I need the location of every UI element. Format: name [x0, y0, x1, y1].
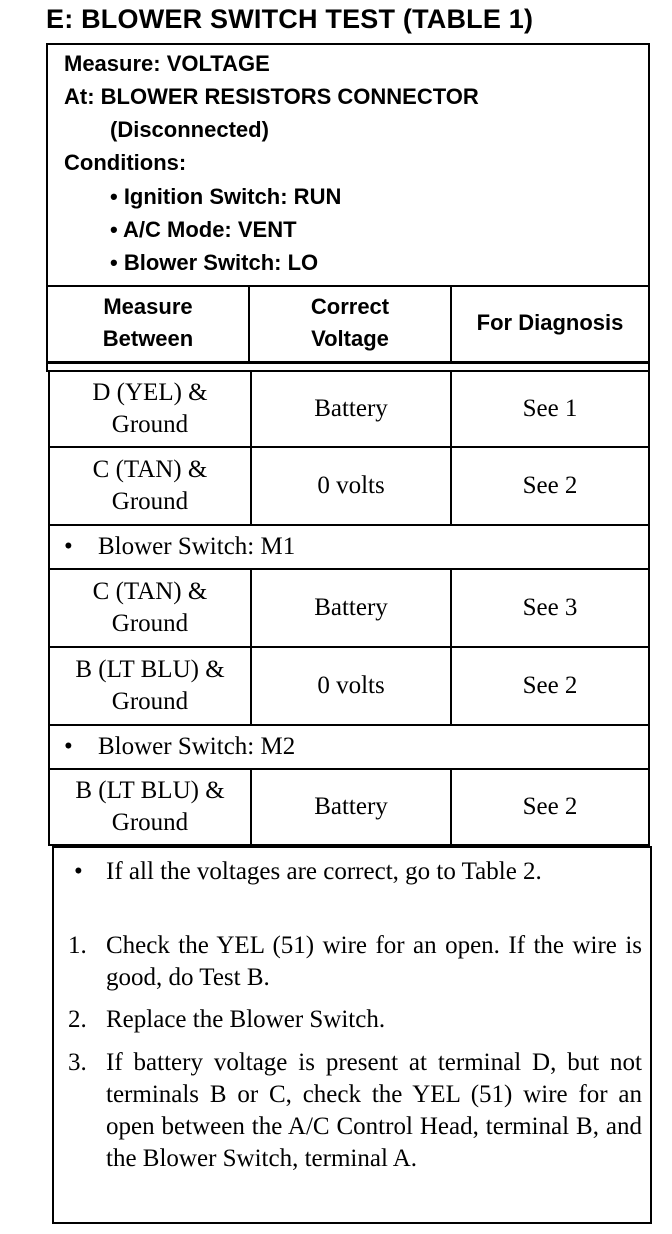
at-note: (Disconnected) — [110, 117, 269, 142]
cell-text: D (YEL) & — [92, 379, 208, 406]
column-divider — [250, 372, 252, 448]
header-double-line — [46, 362, 650, 364]
diagnosis-cell: See 2 — [522, 672, 578, 699]
bullet: • — [64, 733, 73, 760]
measure-between-cell — [50, 448, 250, 524]
column-divider — [248, 285, 250, 363]
voltage-cell: 0 volts — [317, 672, 385, 699]
conditions-label: Conditions: — [64, 150, 187, 175]
voltage-cell: Battery — [314, 793, 388, 820]
column-divider — [450, 448, 452, 526]
table-row — [48, 448, 650, 526]
header-correct-voltage — [250, 285, 450, 361]
column-divider — [450, 372, 452, 448]
column-divider — [450, 770, 452, 846]
header-text: Voltage — [311, 326, 389, 351]
diagnosis-cell: See 2 — [522, 472, 578, 499]
measure-label: Measure: VOLTAGE — [64, 51, 270, 76]
notes-box — [52, 846, 652, 1224]
note-text: If battery voltage is present at terminal D, but not terminals B or C, check the YEL (51) wire for an open between the A/C Control Head, terminal B, and the Blower Switch, terminal A. — [106, 1049, 642, 1172]
column-divider — [250, 448, 252, 526]
page-title: E: BLOWER SWITCH TEST (TABLE 1) — [46, 4, 534, 34]
column-divider — [450, 285, 452, 363]
note-numbered-item — [68, 930, 642, 994]
note-text: If all the voltages are correct, go to Table 2. — [106, 858, 542, 885]
note-bullet-item — [68, 856, 642, 920]
header-text: Correct — [310, 294, 390, 319]
voltage-cell: Battery — [314, 395, 388, 422]
measure-between-cell — [50, 648, 250, 724]
bullet: • — [64, 533, 73, 560]
measure-between-cell — [50, 770, 250, 844]
table-row — [48, 372, 650, 448]
note-number: 1. — [68, 932, 87, 959]
at-label: At: BLOWER RESISTORS CONNECTOR — [64, 84, 479, 109]
voltage-cell: Battery — [314, 594, 388, 621]
cell-text: Ground — [111, 809, 189, 836]
border-line — [46, 362, 48, 372]
column-divider — [250, 770, 252, 846]
measure-between-cell — [50, 570, 250, 646]
cell-text: B (LT BLU) & — [75, 777, 225, 804]
cell-text: B (LT BLU) & — [75, 656, 225, 683]
subheader-text: Blower Switch: M1 — [98, 533, 296, 560]
table-header-row — [46, 285, 650, 363]
section-subheader-m1 — [48, 526, 650, 570]
header-for-diagnosis — [452, 285, 648, 361]
condition-item: • A/C Mode: VENT — [110, 217, 297, 242]
note-text: Check the YEL (51) wire for an open. If the wire is good, do Test B. — [106, 932, 642, 991]
subheader-text: Blower Switch: M2 — [98, 733, 296, 760]
cell-text: C (TAN) & — [92, 578, 208, 605]
note-numbered-item — [68, 1047, 642, 1211]
cell-text: Ground — [111, 488, 189, 515]
column-divider — [450, 570, 452, 648]
table-row — [48, 648, 650, 726]
header-text: Between — [102, 326, 194, 351]
section-subheader-m2 — [48, 726, 650, 770]
header-text: For Diagnosis — [476, 310, 624, 335]
note-number: 3. — [68, 1049, 87, 1076]
voltage-cell: 0 volts — [317, 472, 385, 499]
cell-text: Ground — [111, 688, 189, 715]
note-text: Replace the Blower Switch. — [106, 1006, 386, 1033]
bullet: • — [74, 858, 83, 885]
note-numbered-item — [68, 1004, 642, 1036]
border-line — [648, 362, 650, 372]
conditions-box — [46, 43, 650, 287]
note-number: 2. — [68, 1006, 87, 1033]
condition-item: • Blower Switch: LO — [110, 250, 319, 275]
measure-between-cell — [50, 372, 250, 446]
diagnosis-cell: See 3 — [522, 594, 578, 621]
diagnosis-cell: See 2 — [522, 793, 578, 820]
condition-item: • Ignition Switch: RUN — [110, 184, 342, 209]
cell-text: Ground — [111, 610, 189, 637]
header-measure-between — [48, 285, 248, 361]
table-row — [48, 570, 650, 648]
diagnosis-cell: See 1 — [522, 395, 578, 422]
column-divider — [450, 648, 452, 726]
column-divider — [250, 570, 252, 648]
cell-text: Ground — [111, 411, 189, 438]
header-text: Measure — [103, 294, 193, 319]
column-divider — [250, 648, 252, 726]
cell-text: C (TAN) & — [92, 456, 208, 483]
table-row — [48, 770, 650, 846]
